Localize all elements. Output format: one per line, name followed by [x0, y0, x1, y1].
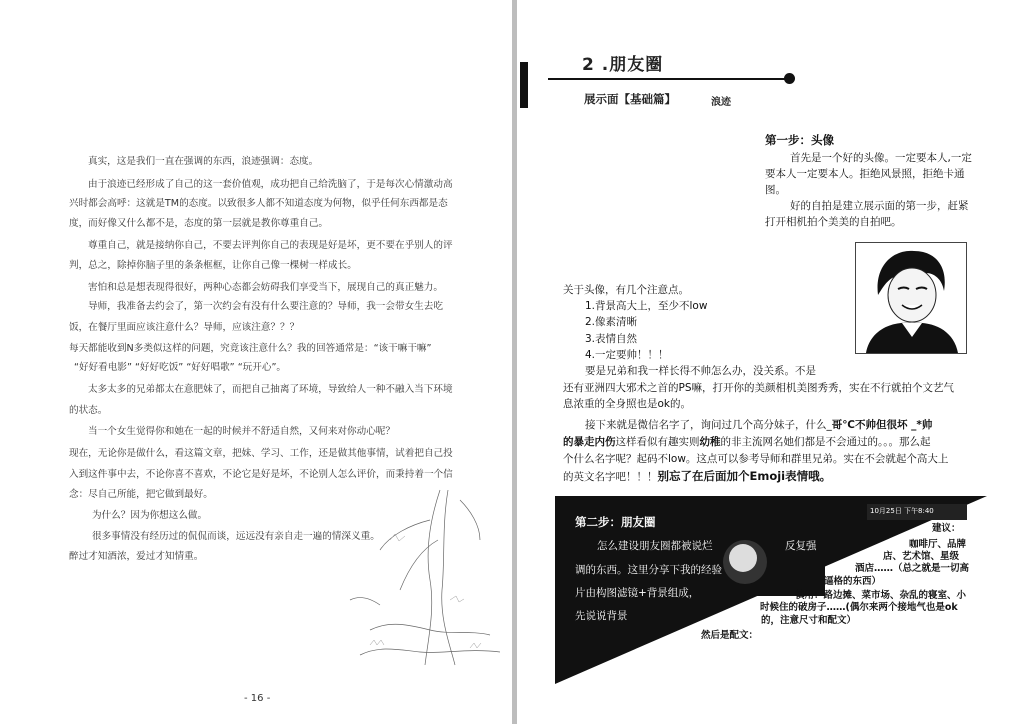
name-line-1-c: _*帅	[907, 419, 933, 431]
left-line-4: 度，而好像又什么都不是，态度的第一层就是教你尊重自己。	[69, 218, 329, 229]
name-line-4-a: 的英文名字吧！！！	[563, 471, 658, 483]
left-line-2: 由于浪迹已经形成了自己的这一套价值观，成功把自己给洗脑了，于是每次心情激动高	[88, 179, 453, 190]
name-line-1-a: 接下来就是微信名字了，询问过几个高分妹子，什么_	[585, 419, 832, 431]
step1-line-3: 图。	[765, 184, 786, 196]
step2-line-3: 片由构图滤镜+背景组成，	[575, 587, 700, 599]
name-line-4	[563, 469, 831, 484]
phone-status-text: 10月25日 下午8:40	[870, 507, 934, 515]
left-line-14: 当一个女生觉得你和她在一起的时候并不舒适自然，又何来对你动心呢？	[88, 426, 395, 437]
left-line-10: 每天都能收到N多类似这样的问题，究竟该注意什么？我的回答通常是：“该干嘛干嘛”	[69, 343, 432, 354]
point-1: 1.背景高大上，至少不low	[585, 300, 708, 312]
para-line-2: 还有亚洲四大邪术之首的PS嘛，打开你的美颜相机美图秀秀，实在不行就拍个文艺气	[563, 382, 954, 394]
overlay-line-5: 逼格的东西）	[824, 576, 882, 587]
page-number: - 16 -	[244, 693, 271, 704]
overlay-line-7: 时候住的破房子……(偶尔来两个接地气也是ok	[760, 602, 958, 613]
left-line-6: 判，总之，除掉你脑子里的条条框框，让你自己像一棵树一样成长。	[69, 260, 357, 271]
name-line-2-d: 的非主流网名她们都是不会通过的。。。那么起	[720, 436, 931, 448]
left-line-16: 入到这件事中去，不论你喜不喜欢，不论它是好是坏，不论别人怎么评价，而秉持着一个信	[69, 469, 453, 480]
step1-line-1: 首先是一个好的头像。一定要本人,一定	[790, 152, 972, 164]
step2-heading: 第二步：朋友圈	[575, 515, 656, 529]
para-line-1: 要是兄弟和我一样长得不帅怎么办，没关系。不是	[585, 365, 816, 377]
overlay-line-6: 慎用：路边摊、菜市场、杂乱的寝室、小	[795, 590, 967, 601]
left-line-17: 念：尽自己所能，把它做到最好。	[69, 489, 213, 500]
tree-sketch-illustration	[330, 480, 510, 670]
overlay-line-1: 建议：	[932, 523, 961, 534]
point-2: 2.像素清晰	[585, 316, 638, 328]
left-line-8: 导师，我准备去约会了，第一次约会有没有什么要注意的？导师，我一会带女生去吃	[88, 301, 443, 312]
left-line-13: 的状态。	[69, 405, 108, 416]
overlay-line-8: 的，注意尺寸和配文）	[761, 615, 857, 626]
overlay-line-4: 酒店……（总之就是一切高	[855, 563, 970, 574]
left-line-15: 现在，无论你是做什么，看这篇文章，把妹、学习、工作，还是做其他事情，试着把自己投	[69, 448, 453, 459]
overlay-line-9: 然后是配文：	[701, 630, 759, 641]
chapter-title: 2 .朋友圈	[582, 55, 664, 75]
name-line-4-b: 别忘了在后面加个Emoji表情哦。	[657, 469, 832, 483]
header-bar-decoration	[520, 62, 528, 108]
left-line-19: 很多事情没有经历过的侃侃而谈，远远没有亲自走一遍的情深义重。	[92, 531, 380, 542]
header-rule	[548, 78, 788, 80]
name-line-3: 个什么名字呢？起码不low。这点可以参考导师和群里兄弟。实在不会就起个高大上	[563, 453, 949, 465]
step1-line-2: 要本人一定要本人。拒绝风景照，拒绝卡通	[765, 168, 965, 180]
name-line-2-b: 这样看似有趣实则	[615, 436, 700, 448]
name-line-1-b: 哥℃不帅但很坏	[831, 419, 908, 431]
overlay-line-2: 咖啡厅、品牌	[909, 539, 967, 550]
points-intro: 关于头像，有几个注意点。	[563, 284, 689, 296]
overlay-line-3: 店、艺术馆、星级	[883, 551, 960, 562]
left-line-7: 害怕和总是想表现得很好，两种心态都会妨碍我们享受当下，展现自己的真正魅力。	[88, 282, 443, 293]
para-line-3: 息浓重的全身照也是ok的。	[563, 398, 692, 410]
left-line-12: 太多太多的兄弟都太在意肥妹了，而把自己抽离了环境，导致给人一种不融入当下环境	[88, 384, 453, 395]
left-line-1: 真实，这是我们一直在强调的东西，浪迹强调：态度。	[88, 156, 319, 167]
left-line-20: 醉过才知酒浓，爱过才知情重。	[69, 551, 204, 562]
left-line-11: “好好看电影” “好好吃饭” “好好唱歌” “玩开心”。	[74, 362, 287, 373]
author-name: 浪迹	[711, 97, 731, 108]
name-line-1	[585, 418, 932, 432]
left-line-3: 兴时都会高呼：这就是TM的态度。以致很多人都不知道态度为何物，似乎任何东西都是态	[69, 198, 448, 209]
name-line-2	[563, 435, 931, 449]
section-subtitle: 展示面【基础篇】	[584, 92, 676, 106]
step1-heading: 第一步：头像	[765, 133, 834, 147]
left-line-5: 尊重自己，就是接纳你自己，不要去评判你自己的表现是好是坏，更不要在乎别人的评	[88, 240, 453, 251]
step1-line-4: 好的自拍是建立展示面的第一步，赶紧	[790, 200, 969, 212]
name-line-2-a: 的暴走内伤	[563, 436, 616, 448]
left-line-9: 饭，在餐厅里面应该注意什么？导师，应该注意？？？	[69, 322, 300, 333]
point-4: 4.一定要帅！！！	[585, 349, 669, 361]
point-3: 3.表情自然	[585, 333, 638, 345]
left-line-18: 为什么？因为你想这么做。	[92, 510, 208, 521]
step2-fragment-1: 反复强	[785, 540, 817, 552]
step2-line-4: 先说说背景	[575, 610, 628, 622]
step1-line-5: 打开相机拍个美美的自拍吧。	[765, 216, 902, 228]
header-dot-decoration	[784, 73, 795, 84]
step2-line-1: 怎么建设朋友圈都被说烂	[597, 540, 713, 552]
name-line-2-c: 幼稚	[699, 436, 721, 448]
step2-line-2: 调的东西。这里分享下我的经验	[575, 564, 722, 576]
left-page	[0, 0, 512, 724]
profile-portrait-photo	[855, 242, 967, 354]
